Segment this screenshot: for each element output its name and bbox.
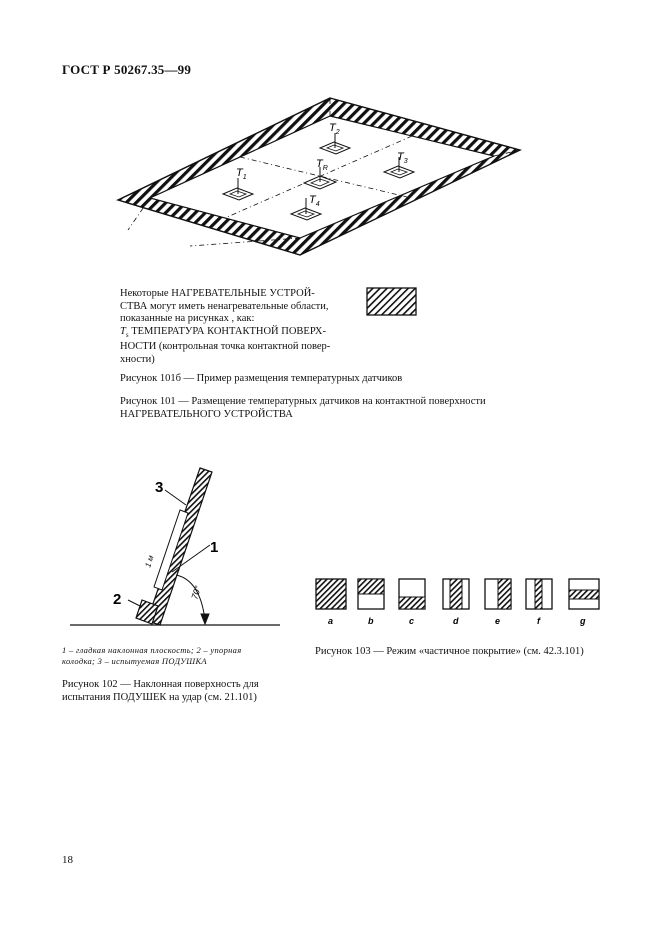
- legend-symbol-sub: s: [125, 330, 129, 339]
- leader-2: [128, 600, 142, 607]
- figure-101-caption-line2: НАГРЕВАТЕЛЬНОГО УСТРОЙСТВА: [120, 409, 293, 420]
- sensor-t4-label: $T_4$: [309, 194, 320, 208]
- length-label: 1 м: [143, 554, 156, 569]
- figure-101-caption: [120, 395, 540, 421]
- legend-line4-text: ТЕМПЕРАТУРА КОНТАКТНОЙ ПОВЕРХ-: [128, 325, 327, 337]
- label-1: 1: [210, 539, 219, 556]
- label-2: 2: [113, 591, 122, 608]
- legend-symbol: T: [120, 325, 126, 337]
- legend-hatch-swatch: [366, 287, 418, 317]
- legend-line: СТВА могут иметь ненагревательные области,: [120, 300, 329, 312]
- legend-line: Некоторые НАГРЕВАТЕЛЬНЫЕ УСТРОЙ-: [120, 288, 315, 299]
- panel-d-label: d: [453, 616, 459, 626]
- panel-a-label: a: [328, 616, 334, 626]
- figure-102-diagram: [62, 455, 287, 635]
- panel-e-label: e: [495, 616, 501, 626]
- figure-102-caption: [62, 678, 282, 704]
- figure-101b-diagram: [110, 92, 530, 262]
- panel-d: [443, 579, 469, 626]
- panel-f: [526, 579, 552, 626]
- page-number: 18: [62, 854, 73, 866]
- panel-b: [358, 579, 384, 626]
- figure-102-key-line2: колодка; 3 – испытуемая ПОДУШКА: [62, 656, 207, 666]
- figure-101b-legend: [120, 288, 356, 366]
- figure-103-caption: Рисунок 103 — Режим «частичное покрытие» (см. 42.3.101): [315, 646, 584, 657]
- panel-c-label: c: [409, 616, 415, 626]
- label-3: 3: [155, 479, 164, 496]
- angle-label: 70°: [189, 584, 204, 601]
- sensor-tr-label: $T_R$: [316, 158, 328, 172]
- figure-102-caption-line2: испытания ПОДУШЕК на удар (см. 21.101): [62, 692, 257, 703]
- figure-102-key-line1: 1 – гладкая наклонная плоскость; 2 – упорная: [62, 645, 242, 655]
- figure-103-diagram: [305, 575, 610, 635]
- figure-101b-caption: Рисунок 101б — Пример размещения температурных датчиков: [120, 373, 403, 384]
- panel-c: [399, 579, 425, 626]
- panel-g-label: g: [580, 616, 586, 626]
- panel-f-label: f: [537, 616, 540, 626]
- panel-b-label: b: [368, 616, 374, 626]
- figure-102-key: [62, 645, 278, 667]
- sensor-t2-label: $T_2$: [329, 122, 340, 136]
- panel-e: [485, 579, 511, 626]
- figure-101-caption-line1: Рисунок 101 — Размещение температурных датчиков на контактной поверхности: [120, 396, 486, 407]
- panel-a: [316, 579, 346, 626]
- document-header: ГОСТ Р 50267.35—99: [62, 62, 192, 77]
- legend-line: [120, 326, 356, 342]
- legend-line: НОСТИ (контрольная точка контактной повер-: [120, 341, 331, 353]
- sensor-t1-label: $T_1$: [236, 167, 247, 181]
- legend-line: показанные на рисунках , как:: [120, 313, 255, 324]
- leader-3: [165, 490, 186, 505]
- figure-102-caption-line1: Рисунок 102 — Наклонная поверхность для: [62, 679, 259, 690]
- sensor-t3-label: $T_3$: [397, 151, 408, 165]
- legend-line: хности): [120, 353, 155, 365]
- panel-g: [569, 579, 599, 626]
